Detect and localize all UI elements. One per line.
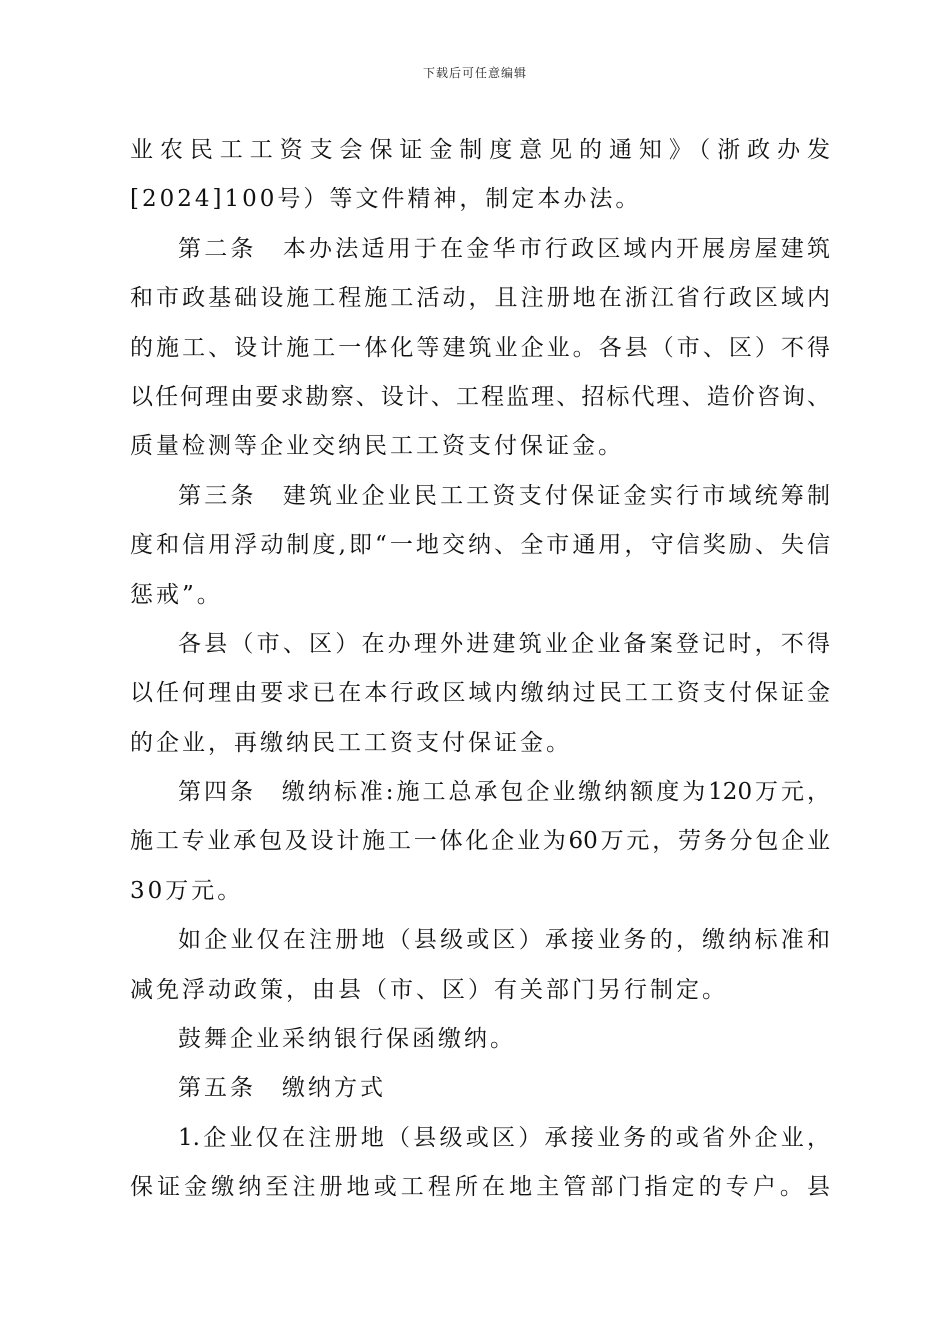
text-line: [2024]100号）等文件精神，制定本办法。 — [130, 186, 642, 213]
text-line: 以任何理由要求已在本行政区域内缴纳过民工工资支付保证金 — [130, 680, 830, 707]
text-line: 第五条 缴纳方式 — [178, 1075, 386, 1102]
text-line: 各县（市、区）在办理外进建筑业企业备案登记时，不得 — [178, 630, 830, 657]
text-line: 1.企业仅在注册地（县级或区）承接业务的或省外企业， — [178, 1124, 830, 1151]
text-line: 的企业，再缴纳民工工资支付保证金。 — [130, 729, 572, 756]
text-line: 施工专业承包及设计施工一体化企业为60万元，劳务分包企业 — [130, 828, 830, 855]
text-line: 如企业仅在注册地（县级或区）承接业务的，缴纳标准和 — [178, 927, 830, 954]
text-line: 减免浮动政策，由县（市、区）有关部门另行制定。 — [130, 976, 728, 1003]
text-line: 第三条 建筑业企业民工工资支付保证金实行市域统筹制 — [178, 482, 830, 509]
text-line: 质量检测等企业交纳民工工资支付保证金。 — [130, 433, 624, 460]
text-line: 保证金缴纳至注册地或工程所在地主管部门指定的专户。县 — [130, 1174, 830, 1201]
text-line: 鼓舞企业采纳银行保函缴纳。 — [178, 1026, 516, 1053]
text-line: 第四条 缴纳标准:施工总承包企业缴纳额度为120万元， — [178, 779, 830, 806]
text-line: 业农民工工资支会保证金制度意见的通知》（浙政办发 — [130, 137, 830, 163]
text-line: 惩戒”。 — [130, 581, 223, 608]
page-header: 下载后可任意编辑 — [422, 66, 527, 80]
text-line: 30万元。 — [130, 877, 244, 904]
document-body — [130, 126, 830, 1213]
text-line: 和市政基础设施工程施工活动，且注册地在浙江省行政区域内 — [130, 285, 830, 312]
text-line: 度和信用浮动制度,即“一地交纳、全市通用，守信奖励、失信 — [130, 532, 830, 559]
text-line: 第二条 本办法适用于在金华市行政区域内开展房屋建筑 — [178, 235, 830, 262]
text-line: 以任何理由要求勘察、设计、工程监理、招标代理、造价咨询、 — [130, 383, 830, 410]
text-line: 的施工、设计施工一体化等建筑业企业。各县（市、区）不得 — [130, 334, 830, 361]
